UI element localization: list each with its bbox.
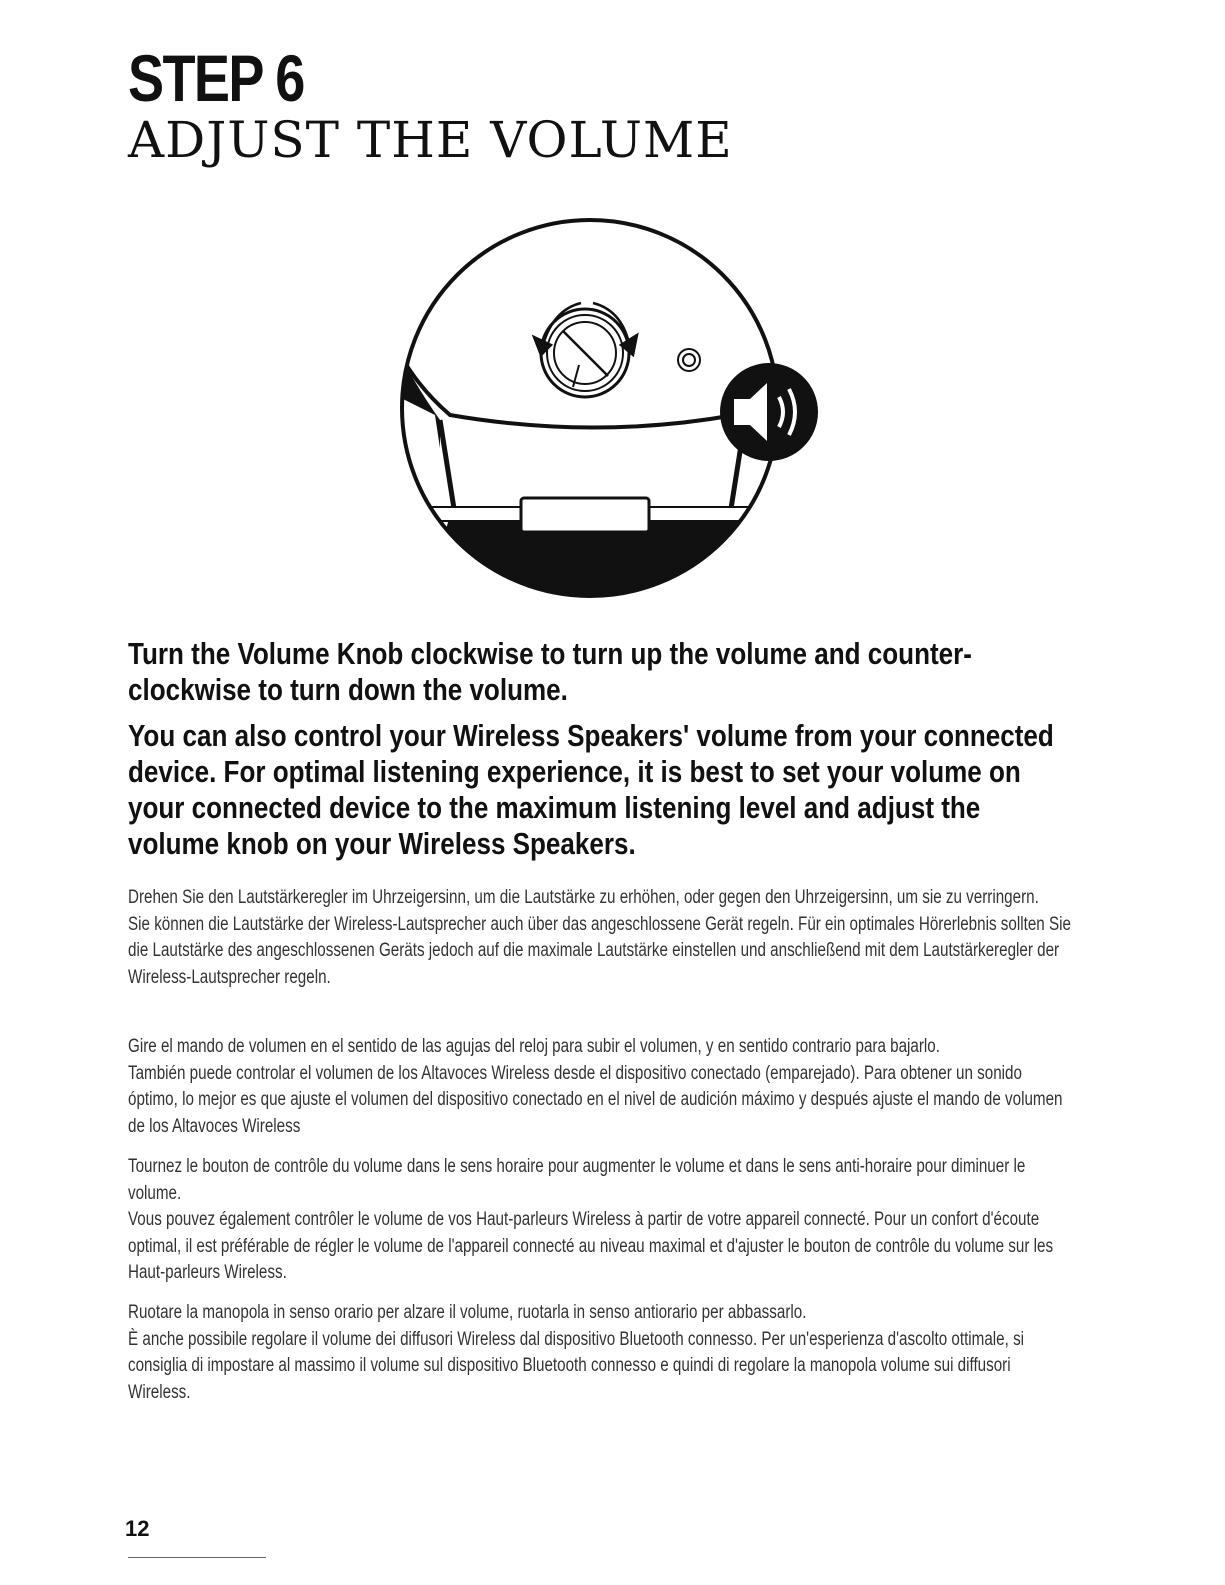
spanish-text: Gire el mando de volumen en el sentido de las agujas del reloj para subir el volumen, y en sentido contrario para bajarlo. También puede controlar el volumen de los Altavoces Wireless desde el dispositivo conectado (emparejado). Para obtener un sonido óptimo, lo mejor es que ajuste el volumen del dispositivo conectado en el nivel de audición máximo y después ajuste el mando de volumen de los Altavoces Wireless	[128, 1036, 1063, 1137]
german-text: Drehen Sie den Lautstärkeregler im Uhrzeigersinn, um die Lautstärke zu erhöhen, oder gegen den Uhrzeigersinn, um sie zu verringern. Sie können die Lautstärke der Wireless-Lautsprecher auch über das angeschlossene Gerät regeln. Für ein optimales Hörerlebnis sollten Sie die Lautstärke des angeschlossenen Geräts jedoch auf die maximale Lautstärke einstellen und anschließend mit dem Lautstärkeregler der Wireless-Lautsprecher regeln.	[128, 887, 1071, 988]
french-text: Tournez le bouton de contrôle du volume dans le sens horaire pour augmenter le volume et dans le sens anti-horaire pour diminuer le volume. Vous pouvez également contrôler le volume de vos Haut-parleurs Wireless à partir de votre appareil connecté. Pour un confort d'écoute optimal, il est préférable de régler le volume de l'appareil connecté au niveau maximal et d'ajuster le bouton de contrôle du volume sur les Haut-parleurs Wireless.	[128, 1156, 1054, 1283]
led-indicator-icon	[678, 349, 700, 371]
speaker-volume-icon	[720, 363, 818, 461]
spanish-section	[128, 1034, 1225, 1140]
italian-text: Ruotare la manopola in senso orario per alzare il volume, ruotarla in senso antiorario per abbassarlo. È anche possibile regolare il volume dei diffusori Wireless dal dispositivo Bluetooth connesso. Per un'esperienza d'ascolto ottimale, si consiglia di impostare al massimo il volume sul dispositivo Bluetooth connesso e quindi di regolare la manopola volume sui diffusori Wireless.	[128, 1302, 1025, 1403]
page-number: 12	[125, 1516, 150, 1541]
english-instructions	[128, 636, 1225, 872]
volume-knob-illustration	[395, 215, 825, 605]
footer-rule	[128, 1557, 266, 1558]
french-section	[128, 1154, 1225, 1287]
instruction-knob: Turn the Volume Knob clockwise to turn up the volume and counter-clockwise to turn down the volume.	[128, 636, 972, 707]
instruction-device: You can also control your Wireless Speakers' volume from your connected device. For optimal listening experience, it is best to set your volume on your connected device to the maximum listening level and adjust the volume knob on your Wireless Speakers.	[128, 718, 1054, 861]
step-label: STEP 6	[128, 41, 304, 115]
german-section	[128, 885, 1225, 991]
italian-section	[128, 1300, 1225, 1406]
step-title: ADJUST THE VOLUME	[128, 111, 733, 169]
